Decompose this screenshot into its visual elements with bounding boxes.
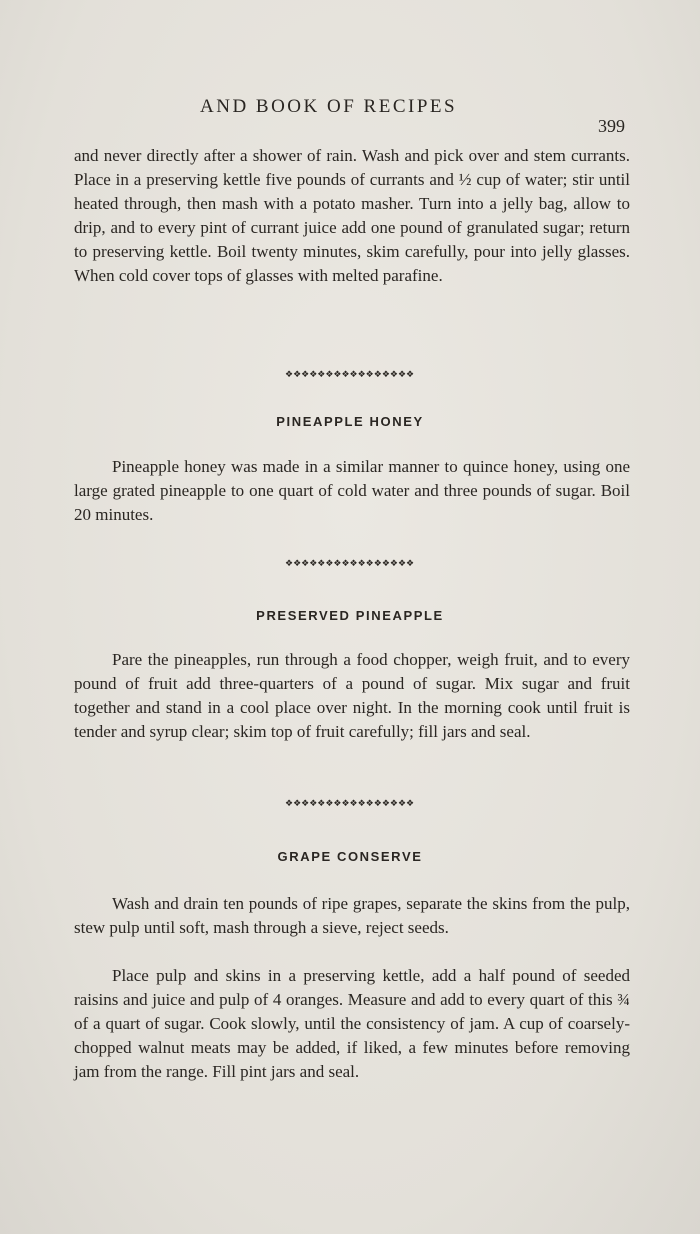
paragraph-preserved-pineapple: Pare the pineapples, run through a food chopper, weigh fruit, and to every pound of fruit add three-quarters of a pound of sugar. Mix sugar and fruit together and stand in a cool place over night. In the morning cook until fruit is tender and syrup clear; skim top of fruit carefully; fill jars and seal. xyxy=(74,650,630,741)
paragraph-pineapple-honey: Pineapple honey was made in a similar manner to quince honey, using one large grated pineapple to one quart of cold water and three pounds of sugar. Boil 20 minutes. xyxy=(74,457,630,524)
intro-paragraph: and never directly after a shower of rain. Wash and pick over and stem currants. Place in a preserving kettle five pounds of currants and ½ cup of water; stir until heated through, then mash with a potato masher. Turn into a jelly bag, allow to drip, and to every pint of currant juice add one pound of granulated sugar; return to preserving kettle. Boil twenty minutes, skim carefully, pour into jelly glasses. When cold cover tops of glasses with melted parafine. xyxy=(74,146,630,285)
section-title-preserved-pineapple: PRESERVED PINEAPPLE xyxy=(256,608,444,623)
paragraph-grape-conserve-2: Place pulp and skins in a preserving kettle, add a half pound of seeded raisins and juice and pulp of 4 oranges. Measure and add to every quart of this ¾ of a quart of sugar. Cook slowly, until the consistency of jam. A cup of coarsely-chopped walnut meats may be added, if liked, a few minutes before removing jam from the range. Fill pint jars and seal. xyxy=(74,966,630,1081)
ornament-divider: ❖❖❖❖❖❖❖❖❖❖❖❖❖❖❖❖ xyxy=(285,799,415,809)
section-title-grape-conserve: GRAPE CONSERVE xyxy=(277,849,423,864)
section-title-pineapple-honey: PINEAPPLE HONEY xyxy=(276,414,424,429)
paragraph-grape-conserve-1: Wash and drain ten pounds of ripe grapes, separate the skins from the pulp, stew pulp until soft, mash through a sieve, reject seeds. xyxy=(74,894,630,937)
ornament-divider: ❖❖❖❖❖❖❖❖❖❖❖❖❖❖❖❖ xyxy=(285,559,415,569)
running-head: AND BOOK OF RECIPES xyxy=(200,96,458,117)
ornament-divider: ❖❖❖❖❖❖❖❖❖❖❖❖❖❖❖❖ xyxy=(285,370,415,380)
page-number: 399 xyxy=(598,116,625,136)
